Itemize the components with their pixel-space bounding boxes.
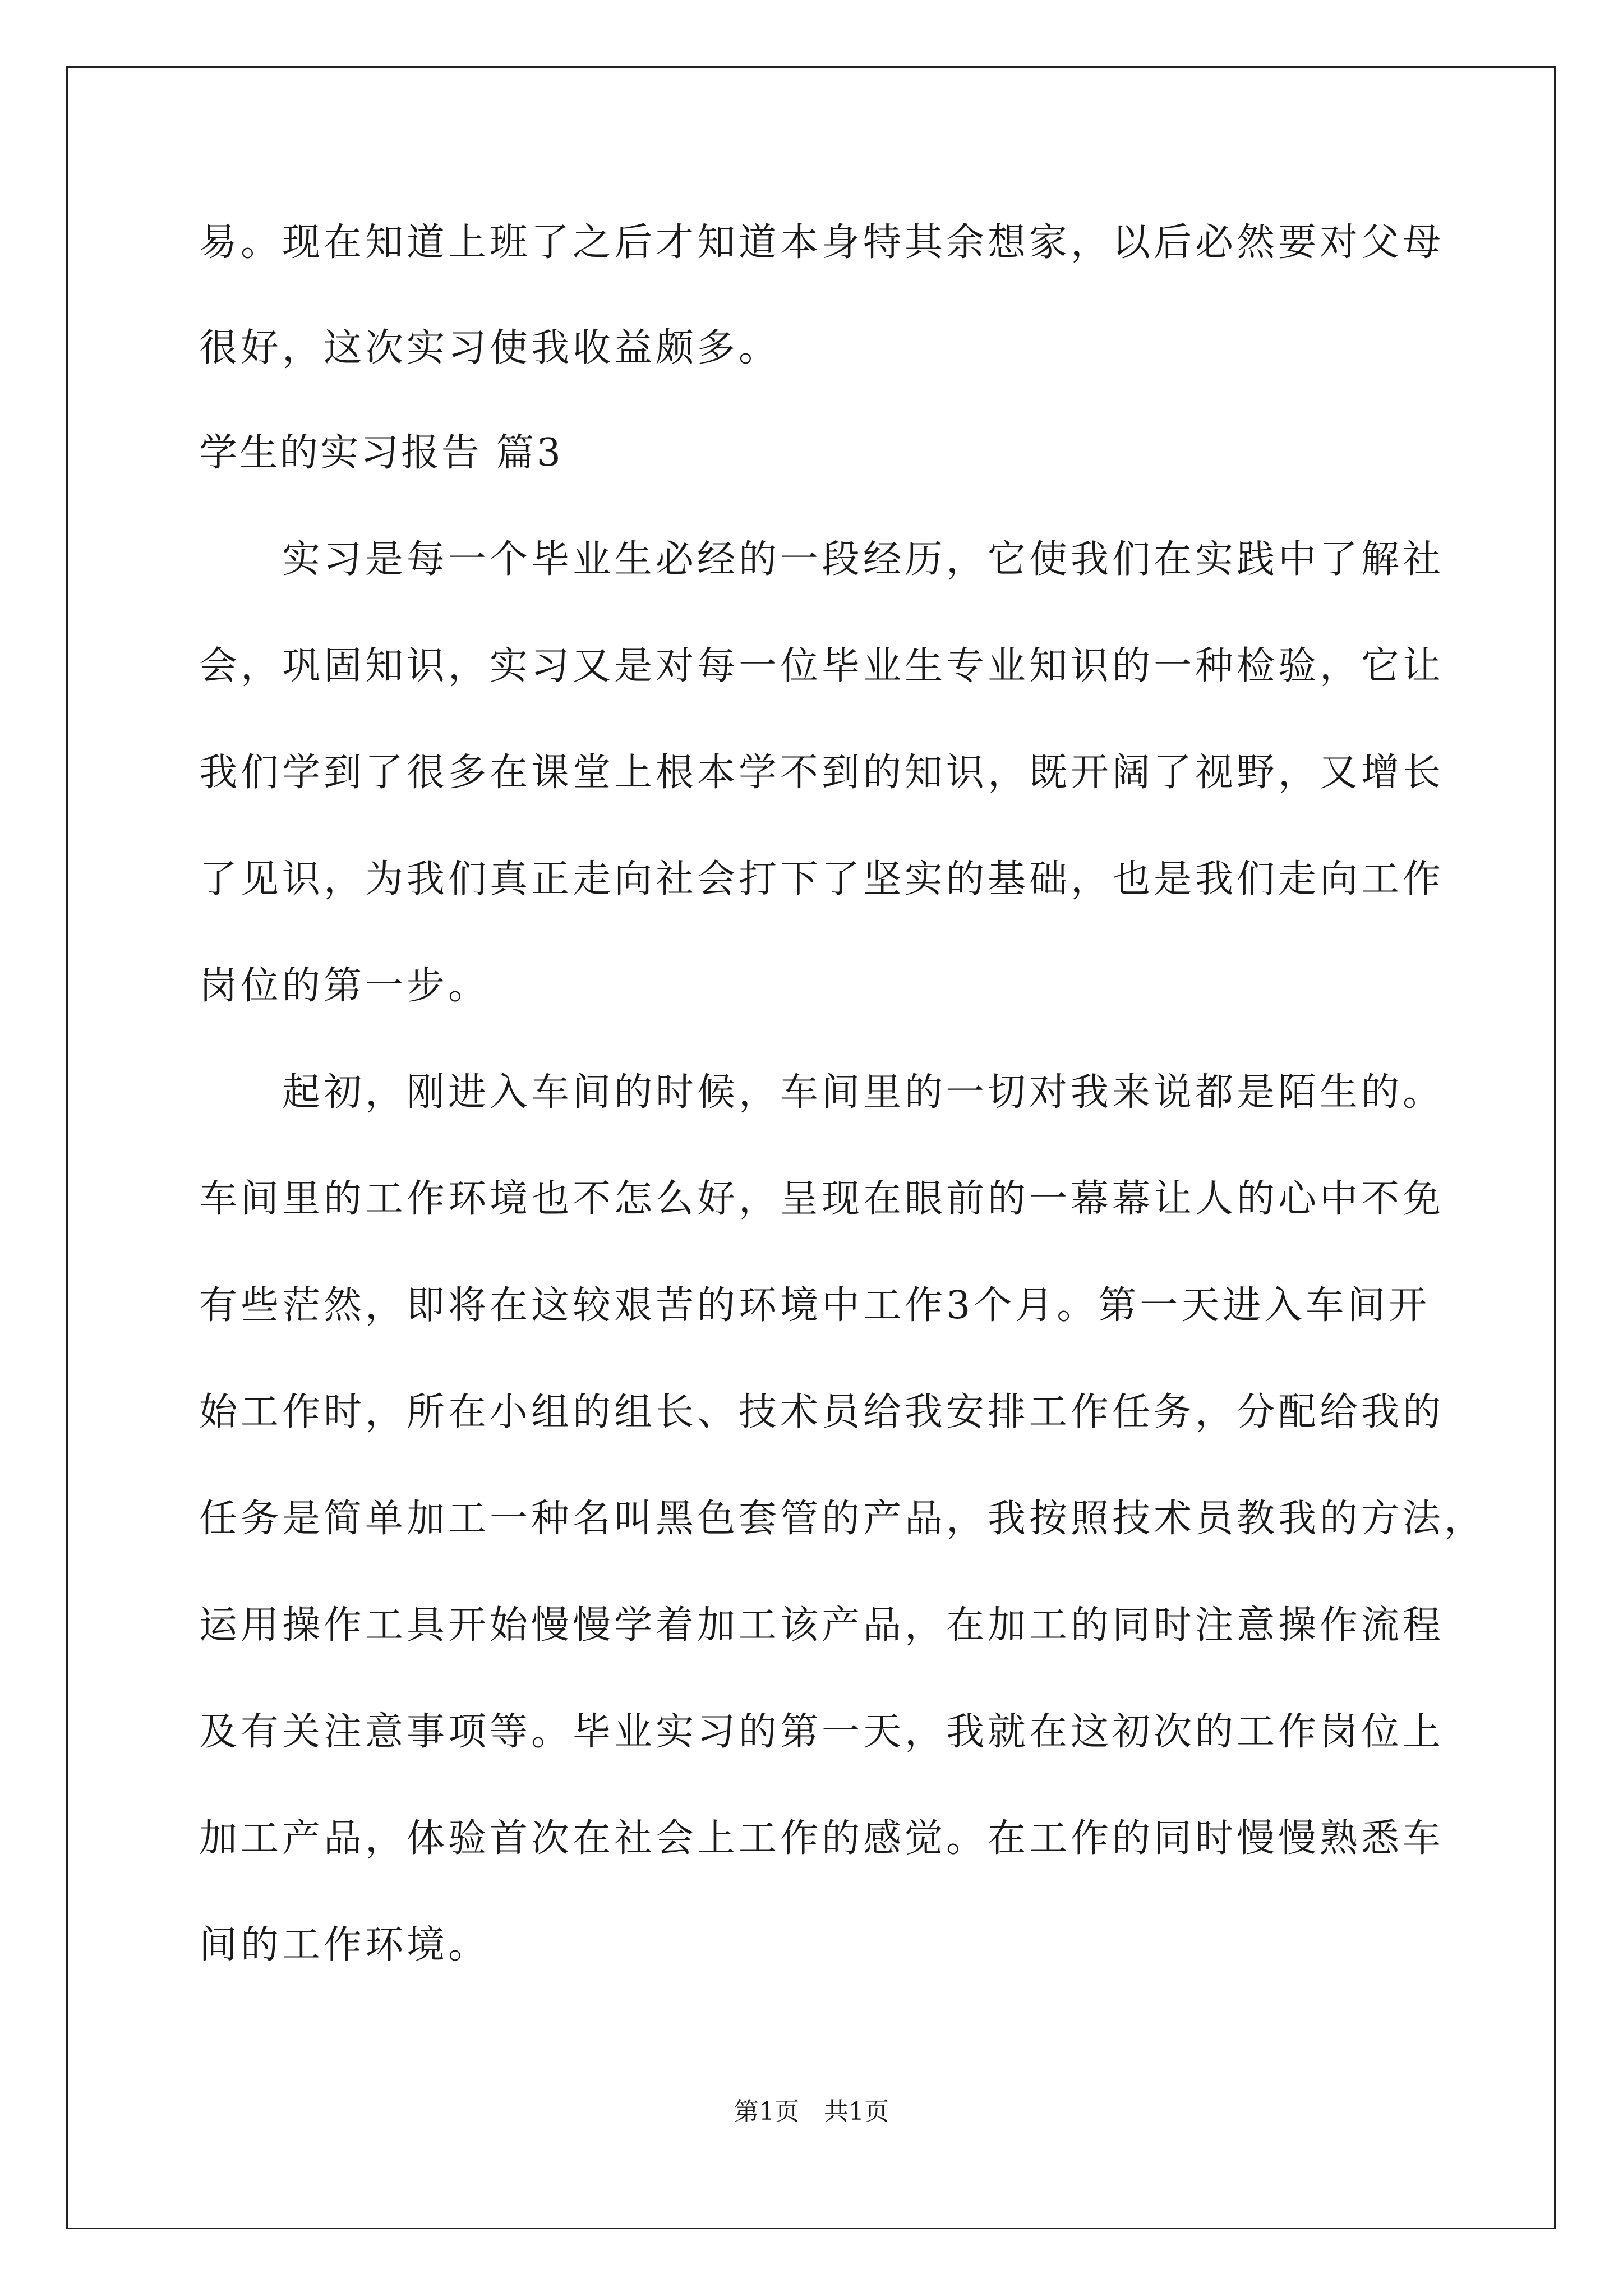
section-heading: 学生的实习报告 篇3 [199, 431, 563, 475]
text-line: 岗位的第一步。 [199, 964, 490, 1008]
text-line: 易。现在知道上班了之后才知道本身特其余想家，以后必然要对父母 [199, 220, 1445, 265]
text-line: 很好，这次实习使我收益颇多。 [199, 326, 781, 370]
text-line: 我们学到了很多在课堂上根本学不到的知识，既开阔了视野，又增长 [199, 751, 1445, 795]
text-line: 了见识，为我们真正走向社会打下了坚实的基础，也是我们走向工作 [199, 857, 1445, 901]
text-line: 实习是每一个毕业生必经的一段经历，它使我们在实践中了解社 [199, 537, 1445, 582]
text-line: 及有关注意事项等。毕业实习的第一天，我就在这初次的工作岗位上 [199, 1710, 1445, 1754]
text-line: 间的工作环境。 [199, 1923, 490, 1967]
text-line: 始工作时，所在小组的组长、技术员给我安排工作任务，分配给我的 [199, 1390, 1445, 1434]
page-border [66, 66, 1556, 2229]
text-line: 任务是简单加工一种名叫黑色套管的产品，我按照技术员教我的方法， [199, 1497, 1486, 1541]
text-line: 起初，刚进入车间的时候，车间里的一切对我来说都是陌生的。 [199, 1070, 1445, 1115]
page-footer: 第1页 共1页 [734, 2097, 889, 2126]
text-line: 会，巩固知识，实习又是对每一位毕业生专业知识的一种检验，它让 [199, 644, 1445, 688]
text-line: 运用操作工具开始慢慢学着加工该产品，在加工的同时注意操作流程 [199, 1603, 1445, 1648]
text-line: 加工产品，体验首次在社会上工作的感觉。在工作的同时慢慢熟悉车 [199, 1816, 1445, 1861]
text-line: 车间里的工作环境也不怎么好，呈现在眼前的一幕幕让人的心中不免 [199, 1177, 1445, 1221]
text-line: 有些茫然，即将在这较艰苦的环境中工作3个月。第一天进入车间开 [199, 1283, 1431, 1328]
